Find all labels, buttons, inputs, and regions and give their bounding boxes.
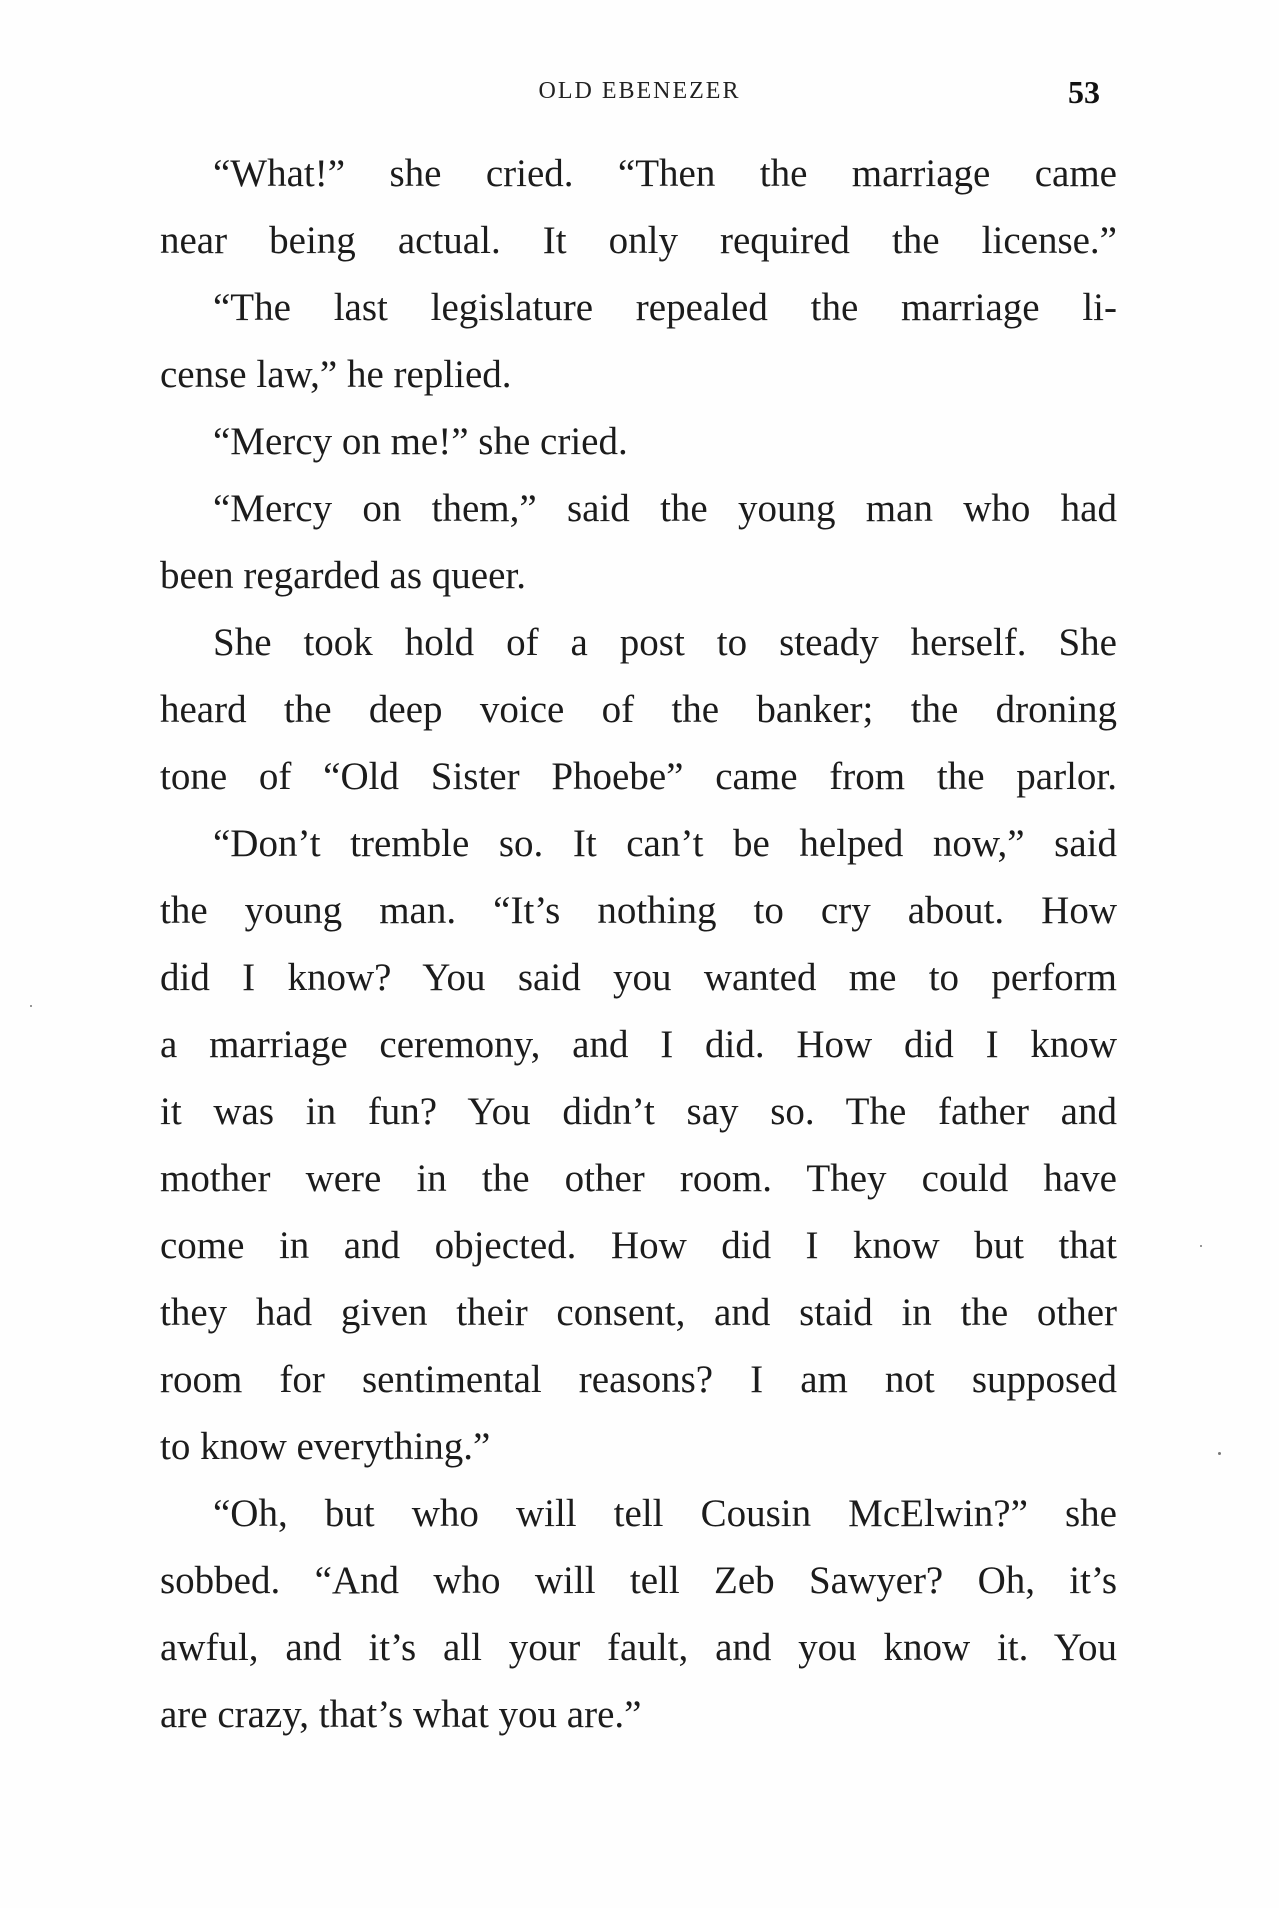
text-line: a marriage ceremony, and I did. How did I know [160,1023,1117,1066]
text-line: “Don’t tremble so. It can’t be helped now,” said [213,822,1117,865]
text-line: sobbed. “And who will tell Zeb Sawyer? Oh, it’s [160,1559,1117,1602]
text-line: awful, and it’s all your fault, and you know it. You [160,1626,1117,1669]
text-line: near being actual. It only required the license.” [160,219,1117,262]
text-line: tone of “Old Sister Phoebe” came from the parlor. [160,755,1117,798]
paper-speck [1218,1452,1221,1455]
text-line: “Mercy on them,” said the young man who had [213,487,1117,530]
text-line: mother were in the other room. They could have [160,1157,1117,1200]
text-line: She took hold of a post to steady herself. She [213,621,1117,664]
paper-speck [30,1005,32,1007]
page-number: 53 [1068,74,1100,110]
running-title: OLD EBENEZER [538,78,741,104]
text-line: “The last legislature repealed the marriage li- [213,286,1117,329]
text-line: “Oh, but who will tell Cousin McElwin?” she [213,1492,1117,1535]
running-head [0,74,1279,114]
text-line: the young man. “It’s nothing to cry about. How [160,889,1117,932]
body-text [160,140,1117,1748]
text-line: it was in fun? You didn’t say so. The father and [160,1090,1117,1133]
text-line: heard the deep voice of the banker; the droning [160,688,1117,731]
text-line: cense law,” he replied. [160,353,512,396]
text-line: “What!” she cried. “Then the marriage came [213,152,1117,195]
text-line: room for sentimental reasons? I am not supposed [160,1358,1117,1401]
text-line: they had given their consent, and staid in the other [160,1291,1117,1334]
text-line: to know everything.” [160,1425,491,1468]
text-line: come in and objected. How did I know but that [160,1224,1117,1267]
text-line: “Mercy on me!” she cried. [213,420,628,463]
paper-speck [1200,1245,1202,1247]
text-line: did I know? You said you wanted me to perform [160,956,1117,999]
text-line: been regarded as queer. [160,554,526,597]
text-line: are crazy, that’s what you are.” [160,1693,642,1736]
